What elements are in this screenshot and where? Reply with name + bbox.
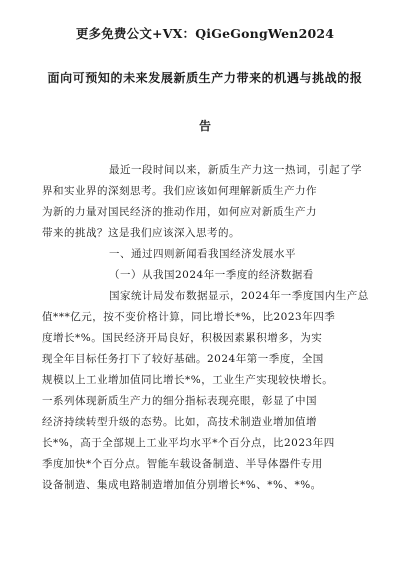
- paragraph-line: 经济持续转型升级的态势。比如，高技术制造业增加值增: [42, 416, 317, 428]
- paragraph-line: 度增长*%。国民经济开局良好，积极因素累积增多，为实: [42, 332, 323, 344]
- paragraph-line: 规模以上工业增加值同比增长*%，工业生产实现较快增长。: [42, 374, 334, 386]
- subsection-heading: （一）从我国2024年一季度的经济数据看: [109, 269, 314, 281]
- page-header: 更多免费公文+VX：QiGeGongWen2024: [75, 26, 335, 41]
- paragraph-line: 界和实业界的深刻思考。我们应该如何理解新质生产力作: [42, 185, 317, 197]
- paragraph-line: 带来的挑战？这是我们应该深入思考的。: [42, 227, 240, 239]
- paragraph-line: 值***亿元，按不变价格计算，同比增长*%，比2023年四季: [42, 311, 336, 323]
- paragraph-line: 为新的力量对国民经济的推动作用，如何应对新质生产力: [42, 206, 317, 218]
- paragraph-line: 设备制造、集成电路制造增加值分别增长*%、*%、*%。: [42, 479, 322, 491]
- document-body: [42, 160, 369, 496]
- paragraph-line: 一系列体现新质生产力的细分指标表现亮眼，彰显了中国: [42, 395, 317, 407]
- document-title-continuation: 告: [198, 119, 211, 133]
- paragraph-line: 长*%，高于全部规上工业平均水平*个百分点，比2023年四: [42, 437, 335, 449]
- paragraph-line: 国家统计局发布数据显示，2024年一季度国内生产总: [109, 290, 369, 302]
- paragraph-line: 现全年目标任务打下了较好基础。2024年第一季度，全国: [42, 353, 324, 365]
- paragraph-line: 最近一段时间以来，新质生产力这一热词，引起了学: [109, 164, 362, 176]
- section-heading: 一、通过四则新闻看我国经济发展水平: [109, 248, 296, 260]
- paragraph-line: 季度加快*个百分点。智能车载设备制造、半导体器件专用: [42, 458, 323, 470]
- document-title: 面向可预知的未来发展新质生产力带来的机遇与挑战的报: [47, 71, 363, 85]
